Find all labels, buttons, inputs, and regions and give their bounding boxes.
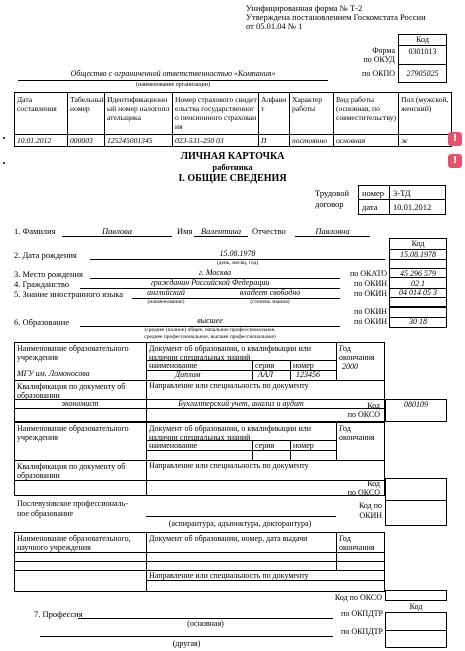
card-title: ЛИЧНАЯ КАРТОЧКА (180, 151, 285, 162)
profession-caption-2: (другая) (172, 639, 201, 648)
citizenship-label: 4. Гражданство (14, 279, 70, 289)
td-date: 10.01.2012 (17, 136, 52, 145)
birth-caption: (день, месяц, год) (216, 260, 259, 266)
name-label: Имя (177, 226, 193, 236)
contract-number-label: номер (362, 188, 385, 198)
margin-mark (3, 162, 5, 164)
th-gender: Пол (мужской, женский) (401, 95, 449, 113)
personal-code-label: Код (411, 239, 425, 248)
edu2-series-col: серия (255, 441, 275, 450)
td-work-character: постоянно (292, 136, 328, 145)
sci-inst-header: Наименование образовательного, научного учреждения (17, 534, 131, 552)
td-work-type: основная (336, 136, 366, 145)
th-alphabet: Алфавит (261, 95, 287, 113)
contract-number-value: 3-ТД (393, 188, 411, 198)
birthplace-value: г. Москва (198, 268, 232, 277)
edu1-okso-value: 080109 (404, 400, 428, 409)
margin-mark (3, 137, 5, 139)
th-work-character: Характер работы (292, 95, 323, 113)
okato-value: 45 296 579 (400, 269, 436, 278)
education-value: высшее (197, 316, 223, 325)
approval-line-2: от 05.01.04 № 1 (246, 21, 303, 31)
sci-doc-header: Документ об образовании, номер, дата выдачи (149, 534, 308, 543)
th-date: Дата составления (17, 95, 57, 113)
postgrad-code-label: Код по (358, 501, 382, 510)
code-label: Код (416, 35, 429, 44)
contract-date-label: дата (362, 202, 378, 212)
edu2-okso-label: по ОКСО (347, 488, 380, 497)
edu2-spec-label: Направление или специальность по документу (149, 461, 309, 470)
patronymic-label: Отчество (252, 226, 286, 236)
th-tab-number: Табельный номер (70, 95, 106, 113)
edu1-year-value: 2000 (342, 362, 358, 371)
edu1-series-value: ААЛ (258, 370, 274, 379)
edu1-doc-value: Диплом (175, 370, 201, 379)
citizenship-value: гражданин Российской Федерации (150, 278, 270, 287)
td-alphabet: П (261, 136, 267, 145)
surname-label: 1. Фамилия (14, 226, 56, 236)
education-caption-1: (среднее (полное) общее, начальное профессиональное, (144, 327, 276, 333)
okpo-label: по ОКПО (362, 69, 395, 78)
profession-label: 7. Профессия (34, 609, 83, 619)
sci-okso-box (385, 590, 447, 601)
organization-name: Общество с ограниченной ответственностью «Компания» (70, 69, 276, 78)
td-gender: ж (401, 136, 409, 145)
edu1-number-value: 123456 (296, 370, 320, 379)
edu2-qual-label: Квалификация по документу об образовании (17, 462, 126, 480)
okin-label-4: по ОКИН (354, 317, 387, 326)
okin-label-1: по ОКИН (354, 279, 387, 288)
section-title: I. ОБЩИЕ СВЕДЕНИЯ (178, 173, 287, 184)
edu1-spec-value: Бухгалтерский учет, анализ и аудит (178, 399, 304, 408)
okin-label-3: по ОКИН (354, 307, 387, 316)
edu2-year-header: Год окончания (339, 424, 375, 442)
birth-code: 15.08.1978 (400, 250, 436, 259)
edu1-inst-value: МГУ им. Ломоносова (17, 369, 90, 378)
contract-label-1: Трудовой (315, 188, 350, 198)
edu1-number-col: номер (293, 361, 314, 370)
education-caption-2: среднее профессиональное, высшее профессиональное) (144, 334, 276, 340)
okin-label-2: по ОКИН (354, 289, 387, 298)
edu1-qual-label: Квалификация по документу об образовании (17, 382, 126, 400)
okud-label-2: по ОКУД (363, 55, 395, 64)
language-caption-2: (степень знания) (250, 299, 290, 305)
edu1-code-label: Код (367, 401, 380, 410)
sci-spec-label: Направление или специальность по документу (149, 571, 309, 580)
postgrad-label-2: ное образование (17, 509, 73, 518)
language-value: английский (147, 288, 185, 297)
okato-label: по ОКАТО (349, 269, 387, 278)
organization-caption: (наименование организации) (136, 82, 210, 88)
contract-label-2: договор (315, 199, 344, 209)
alert-flag-icon[interactable]: ! (448, 132, 462, 146)
edu1-series-col: серия (255, 361, 275, 370)
edu1-doc-header: Документ об образовании, о квалификации или наличии специальных знаний (149, 344, 312, 362)
birthplace-label: 3. Место рождения (14, 269, 83, 279)
edu1-inst-header: Наименование образовательного учреждения (17, 344, 129, 362)
edu1-spec-label: Направление или специальность по документу (149, 381, 309, 390)
th-inn: Идентификационный номер налогоплательщика (107, 95, 170, 122)
edu1-name-col: наименование (149, 361, 198, 370)
approval-line-1: Утверждена постановлением Госкомстата России (246, 12, 426, 22)
edu2-code-label: Код (367, 479, 380, 488)
edu2-okso-box (385, 478, 447, 526)
sci-year-header: Год окончания (339, 534, 375, 552)
language-level: владеет свободно (239, 288, 301, 297)
td-tab-number: 000003 (70, 136, 93, 145)
okud-value: 0301013 (408, 47, 437, 56)
td-snils: 023-531-250 03 (175, 136, 224, 145)
okpo-value: 27905025 (406, 69, 439, 78)
card-subtitle: работника (212, 162, 253, 172)
postgrad-caption: (аспирантура, адъюнктура, докторантура) (168, 519, 312, 528)
profession-caption-1: (основная) (187, 619, 224, 628)
postgrad-label-1: Послевузовское профессиональ- (17, 499, 128, 508)
edu2-inst-header: Наименование образовательного учреждения (17, 424, 129, 442)
edu1-qual-value: экономист (61, 399, 99, 408)
edu2-name-col: наименование (149, 441, 198, 450)
name-value: Валентина (200, 226, 242, 236)
okin-value-3: 30 18 (409, 317, 427, 326)
alert-flag-icon[interactable]: ! (448, 154, 462, 168)
okud-label-1: Форма (372, 46, 395, 55)
birth-value: 15.08.1978 (219, 249, 256, 258)
th-snils: Номер страхового свидетельства государственного пенсионного страхования (175, 95, 257, 131)
language-caption-1: (наименование) (147, 299, 185, 305)
okpdtr-label-1: по ОКПДТР (341, 609, 383, 618)
okin-value-2: 04 014 05 3 (399, 288, 437, 297)
profession-code-label: Код (409, 602, 423, 611)
td-inn: 125245001345 (107, 136, 153, 145)
okpdtr-label-2: по ОКПДТР (341, 627, 383, 636)
surname-value: Павлова (101, 226, 133, 236)
language-label: 5. Знание иностранного языка (14, 289, 123, 299)
edu1-year-header: Год окончания (339, 344, 375, 362)
form-title: Унифицированная форма № Т-2 (246, 3, 363, 13)
edu2-doc-header: Документ об образовании, о квалификации или наличии специальных знаний (149, 424, 312, 442)
patronymic-value: Павловна (315, 226, 350, 236)
edu1-okso-label: по ОКСО (347, 410, 380, 419)
contract-date-value: 10.01.2012 (393, 202, 432, 212)
education-label: 6. Образование (14, 317, 70, 327)
postgrad-okin-label: ОКИН (359, 511, 382, 520)
sci-code-okso: Код по ОКСО (334, 593, 382, 602)
birth-label: 2. Дата рождения (14, 250, 77, 260)
th-work-type: Вид работы (основная, по совместительству) (336, 95, 397, 122)
okin-value-1: 02 1 (411, 279, 425, 288)
edu2-number-col: номер (293, 441, 314, 450)
